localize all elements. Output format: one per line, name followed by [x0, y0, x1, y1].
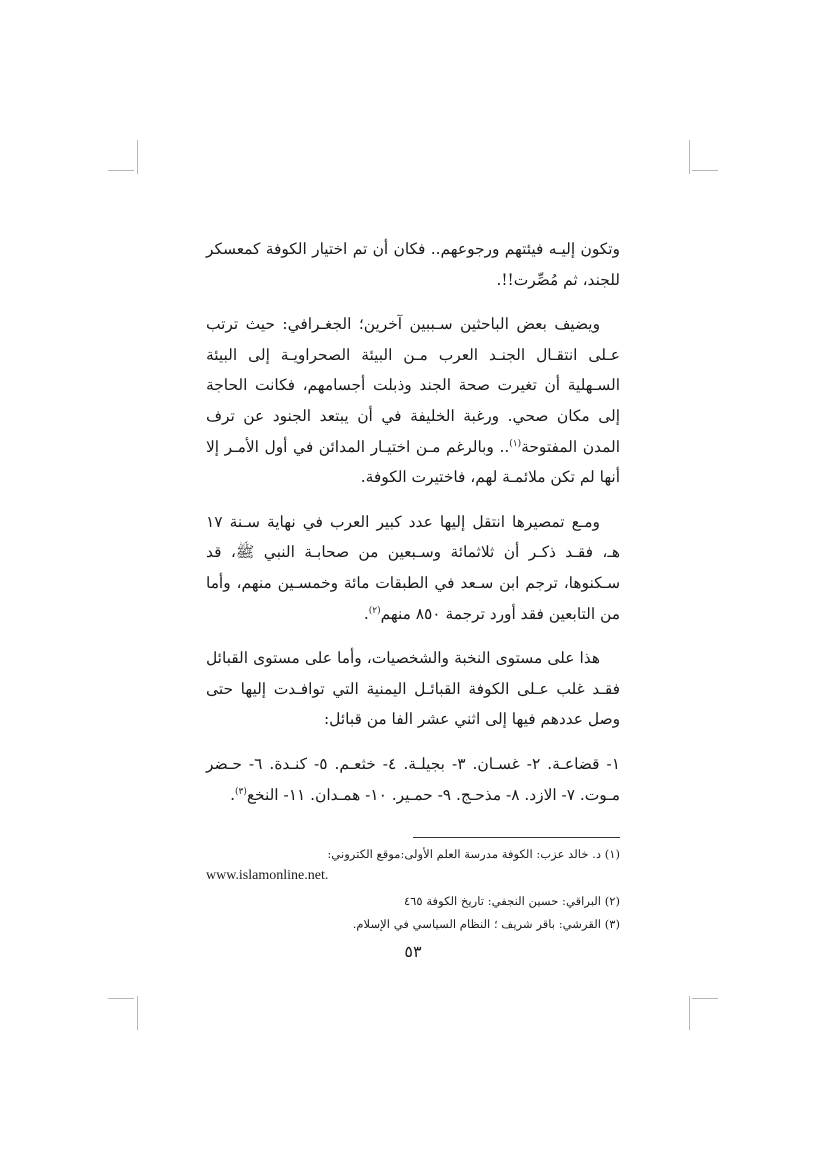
page-number: ٥٣ [404, 942, 422, 961]
footnote-1-url: www.islamonline.net. [206, 868, 329, 883]
crop-mark [108, 998, 134, 999]
footnote-1: (١) د. خالد عزب: الكوفة مدرسة العلم الأولى:موقع الكتروني: [327, 847, 620, 861]
footnote-divider [413, 837, 620, 838]
crop-mark [137, 140, 138, 174]
tribe-list: ١- قضاعـة. ٢- غسـان. ٣- بجيلـة. ٤- خثعـم. ٥- كنـدة. ٦- حـضر مـوت. ٧- الازد. ٨- مذحـج. ٩- حمـير. ١٠- همـدان. ١١- النخع$^{(٣)}$. [206, 754, 621, 804]
crop-mark [108, 170, 134, 171]
footnotes [206, 844, 620, 937]
footnote-reference: (٢) [368, 605, 381, 616]
paragraph: هذا على مستوى النخبة والشخصيات، وأما على مستوى القبائل فقـد غلب عـلى الكوفة القبائـل اليمنية التي توافـدت إليها حتى وصل عددهم فيها إلى اثني عشر الفا من قبائل: [206, 649, 620, 729]
footnote-reference: (٣) [234, 786, 247, 797]
crop-mark [692, 170, 718, 171]
crop-mark [689, 140, 690, 174]
crop-mark [692, 998, 718, 999]
crop-mark [689, 996, 690, 1030]
paragraph: ويضيف بعض الباحثين سـببين آخرين؛ الجغـرافي: حيث ترتب عـلى انتقـال الجنـد العرب مـن البيئة الصحراويـة إلى البيئة السـهلية أن تغيرت صحة الجند وذبلت أجسامهم، فكانت الحاجة إلى مكان صحي. ورغبة الخليفة في أن يبتعد الجنود عن ترف المدن المفتوحة$^{(١)}$.. وبالرغم مـن اختيـار المدائن في أول الأمـر إلا أنها لم تكن ملائمـة لهم، فاختيرت الكوفة. [206, 315, 620, 487]
main-text [206, 234, 620, 824]
crop-mark [137, 996, 138, 1030]
paragraph: ومـع تمصيرها انتقل إليها عدد كبير العرب في نهاية سـنة ١٧ هـ، فقـد ذكـر أن ثلاثمائة وسـبعين من صحابـة النبي ﷺ، قد سـكنوها، ترجم ابن سـعد في الطبقات مائة وخمسـين منهم، وأما من التابعين فقد أورد ترجمة ٨٥٠ منهم$^{(٢)}$. [206, 512, 620, 623]
footnote-3: (٣) القرشي: باقر شريف ؛ النظام السياسي في الإسلام. [352, 917, 620, 931]
footnote-2: (٢) البراقي: حسين النجفي: تاريخ الكوفة ٤٦٥ [403, 894, 620, 908]
paragraph: وتكون إليـه فيئتهم ورجوعهم.. فكان أن تم اختيار الكوفة كمعسكر للجند، ثم مُصِّرت!!. [206, 240, 620, 289]
footnote-reference: (١) [509, 438, 522, 449]
